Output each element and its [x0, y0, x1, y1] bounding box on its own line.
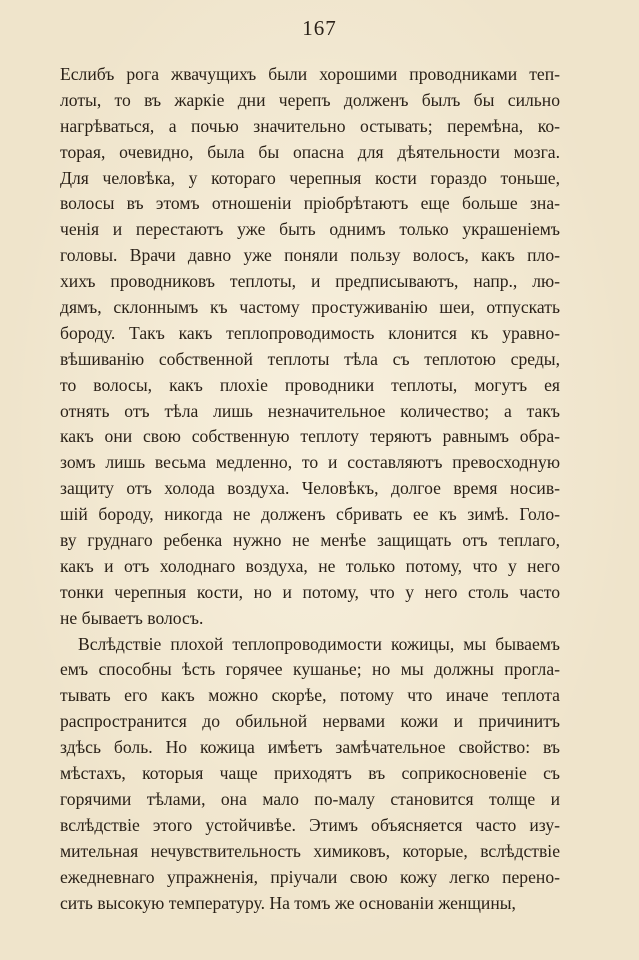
text-line: торая, очевидно, была бы опасна для дѣятельности мозга.: [60, 141, 560, 162]
text-line: ву груднаго ребенка нужно не менѣе защищать отъ теплаго,: [60, 530, 560, 551]
text-line: здѣсь боль. Но кожица имѣетъ замѣчательное свойство: въ: [60, 737, 560, 758]
text-line: шій бороду, никогда не долженъ сбривать ее къ зимѣ. Голо-: [60, 504, 560, 525]
text-line: тонки черепныя кости, но и потому, что у него столь часто: [60, 581, 560, 602]
text-line: вслѣдствіе этого устойчивѣе. Этимъ объясняется часто изу-: [60, 814, 560, 835]
text-line: вѣшиванію собственной теплоты тѣла съ теплотою среды,: [60, 348, 560, 369]
text-line: Вслѣдствіе плохой теплопроводимости кожицы, мы бываемъ: [78, 633, 560, 654]
text-line: мительная нечувствительность химиковъ, которые, вслѣдствіе: [60, 840, 560, 861]
text-line: дямъ, склоннымъ къ частому простуживанію шеи, отпускать: [60, 297, 560, 318]
text-line: не бываетъ волосъ.: [60, 607, 204, 628]
body-text: [60, 62, 560, 916]
text-line: бороду. Такъ какъ теплопроводимость клонится къ уравно-: [60, 322, 560, 343]
text-line: лоты, то въ жаркіе дни черепъ долженъ былъ бы сильно: [60, 89, 560, 110]
text-line: то волосы, какъ плохіе проводники теплоты, могутъ ея: [60, 374, 560, 395]
page-number: 167: [302, 16, 337, 40]
text-line: защиту отъ холода воздуха. Человѣкъ, долгое время носив-: [60, 478, 560, 499]
text-line: какъ они свою собственную теплоту теряютъ равнымъ обра-: [60, 426, 560, 447]
text-line: распространится до обильной нервами кожи и причинитъ: [60, 711, 560, 732]
text-line: мѣстахъ, которыя чаще приходятъ въ соприкосновеніе съ: [60, 763, 560, 784]
text-line: нагрѣваться, а почью значительно остывать; перемѣна, ко-: [60, 115, 560, 136]
text-line: ченія и перестаютъ уже быть однимъ только украшеніемъ: [60, 219, 560, 240]
paragraph: [60, 632, 560, 917]
text-line: какъ и отъ холоднаго воздуха, не только потому, что у него: [60, 555, 560, 576]
text-line: тывать его какъ можно скорѣе, потому что иначе теплота: [60, 685, 560, 706]
text-line: сить высокую температуру. На томъ же основаніи женщины,: [60, 892, 516, 913]
text-line: головы. Врачи давно уже поняли пользу волосъ, какъ пло-: [60, 245, 560, 266]
text-line: хихъ проводниковъ теплоты, и предписываютъ, напр., лю-: [60, 271, 560, 292]
text-line: отнять отъ тѣла лишь незначительное количество; а такъ: [60, 400, 560, 421]
text-line: емъ способны ѣсть горячее кушанье; но мы должны прогла-: [60, 659, 560, 680]
text-line: горячими тѣлами, она мало по-малу становится толще и: [60, 788, 560, 809]
text-line: волосы въ этомъ отношеніи пріобрѣтаютъ еще больше зна-: [60, 193, 560, 214]
text-line: Для человѣка, у котораго черепныя кости гораздо тоньше,: [60, 167, 560, 188]
text-line: ежедневнаго упражненія, пріучали свою кожу легко перено-: [60, 866, 560, 887]
text-line: зомъ лишь весьма медленно, то и составляютъ превосходную: [60, 452, 560, 473]
paragraph: [60, 62, 560, 632]
text-line: Еслибъ рога жвачущихъ были хорошими проводниками теп-: [60, 64, 560, 84]
